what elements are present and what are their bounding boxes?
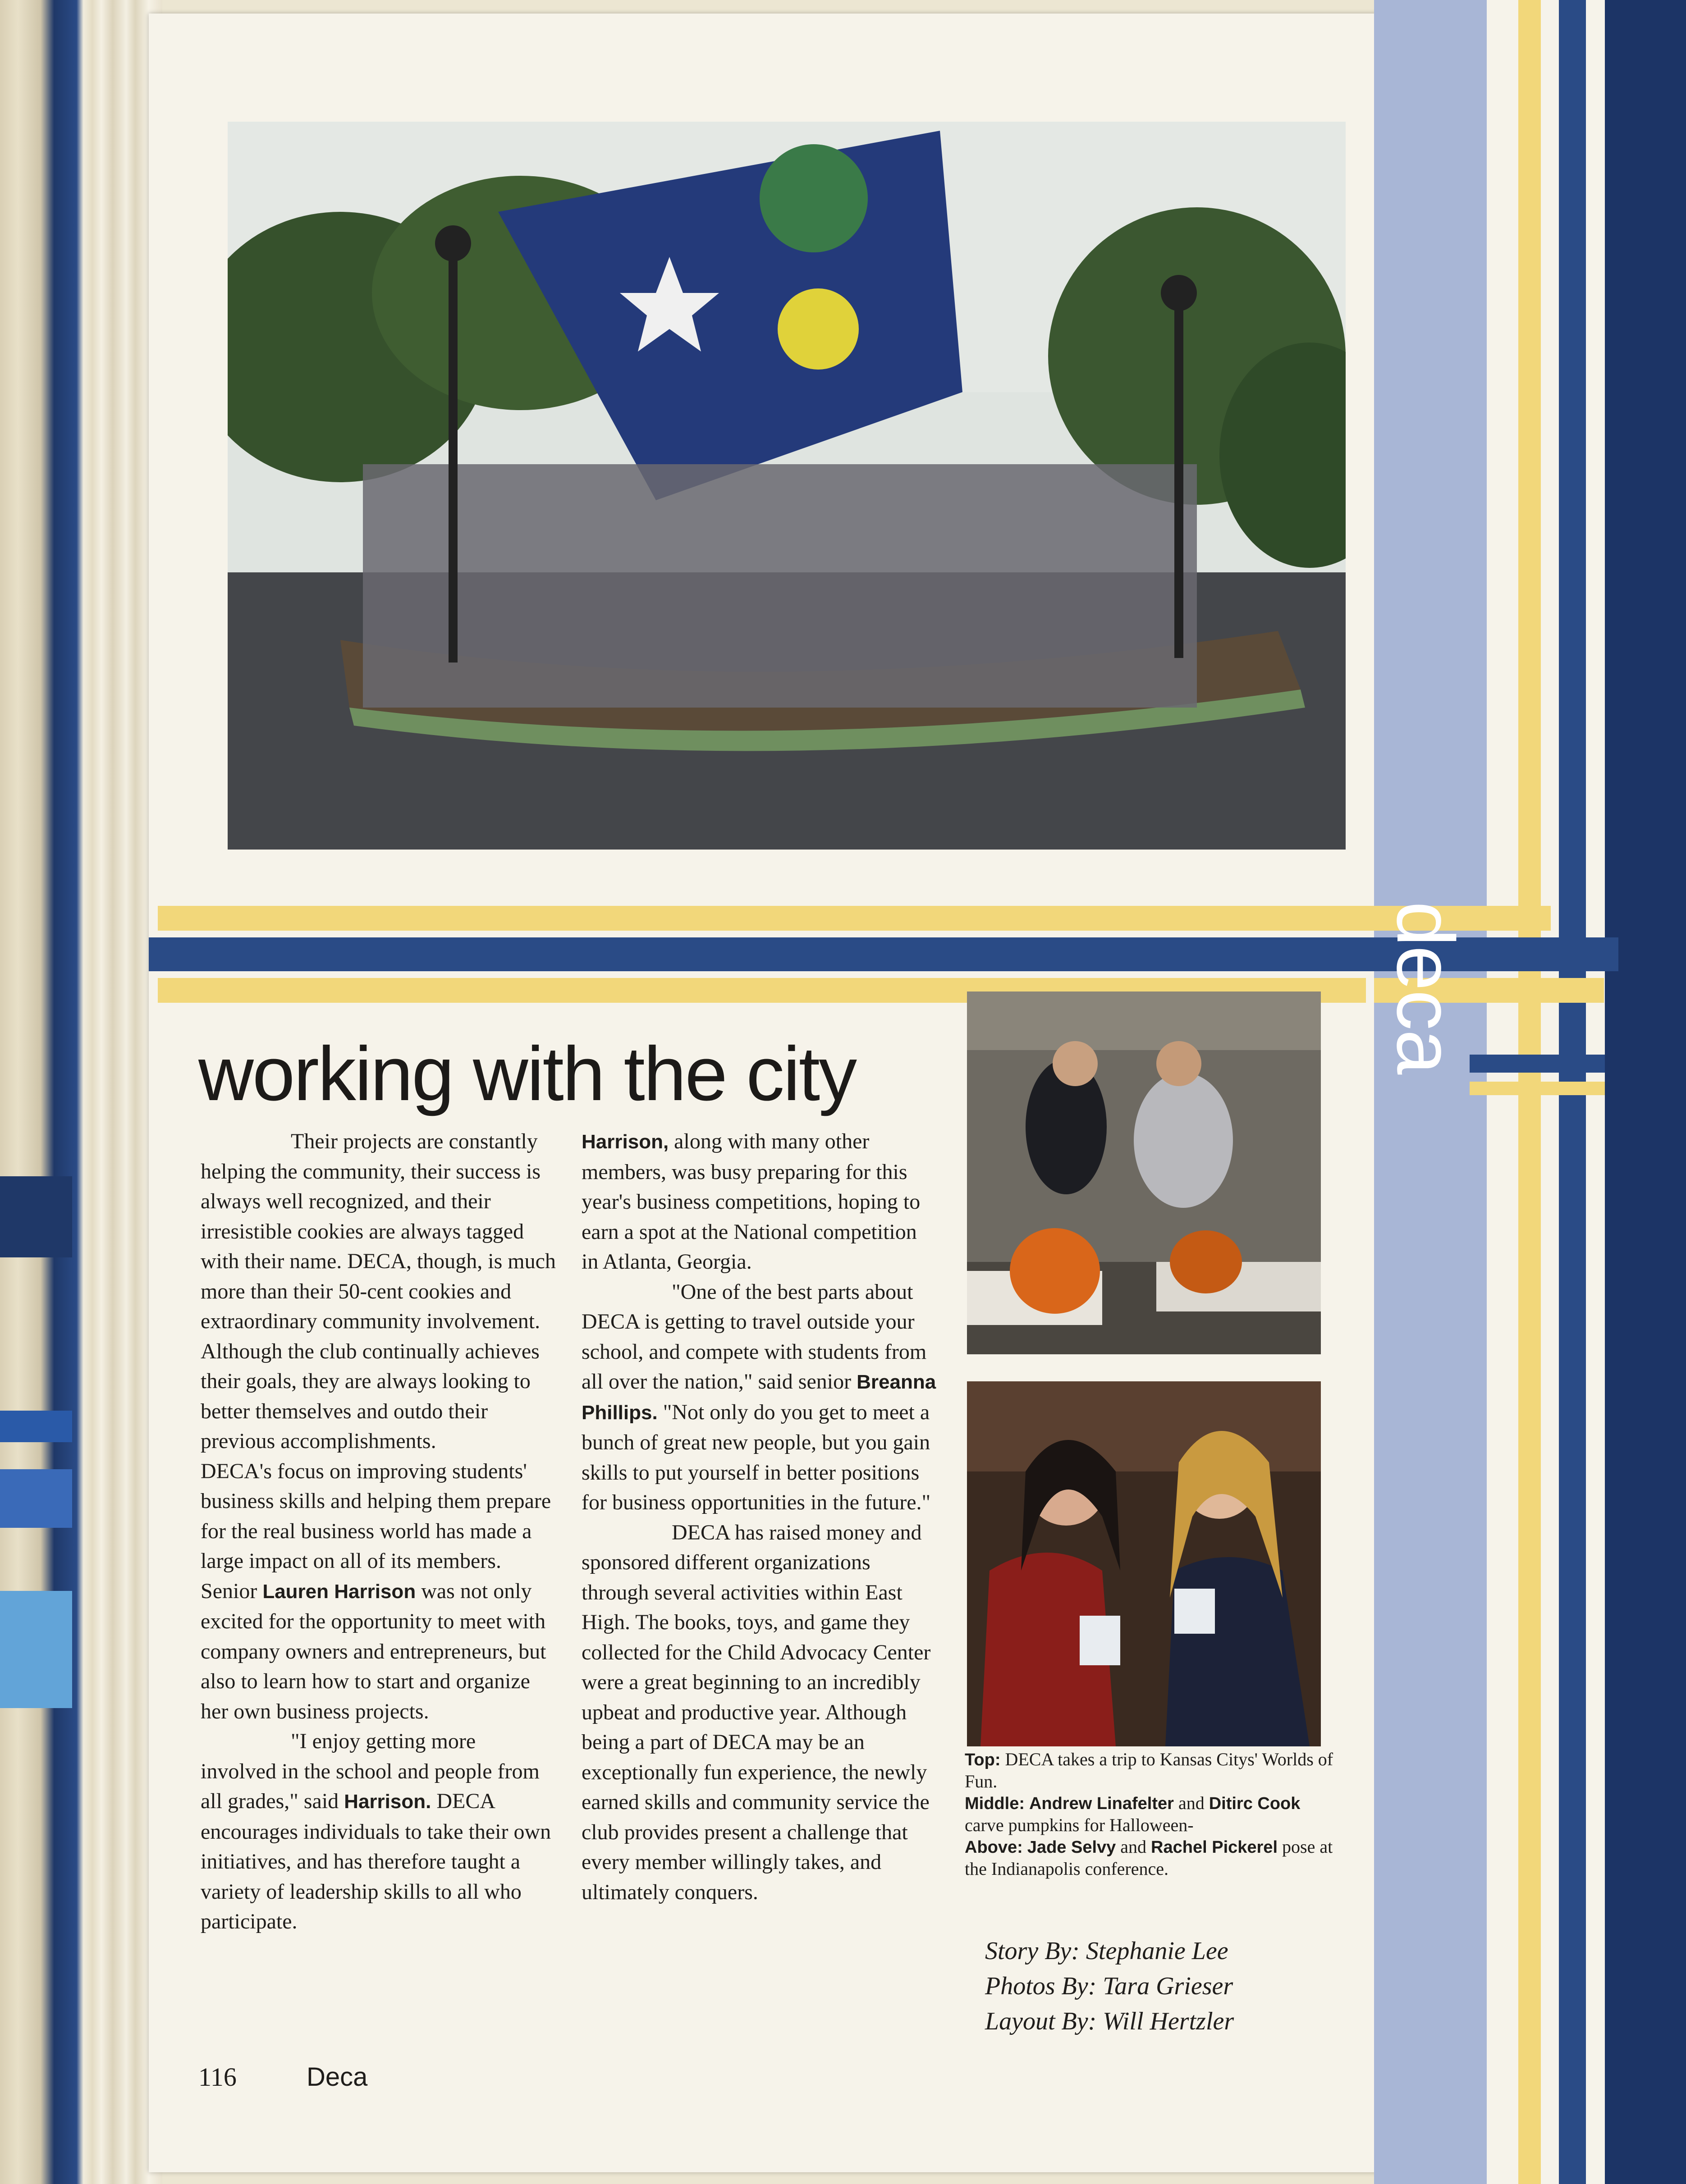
caption-name: Ditirc Cook (1209, 1794, 1301, 1813)
quote-text: "One of the best parts about DECA is getting to travel outside your school, and compete with students from all over the nation," said senior (582, 1279, 927, 1394)
student-name: Lauren Harrison (262, 1580, 416, 1603)
paragraph-text: was not only excited for the opportunity to meet with company owners and entrepreneurs, but also to learn how to start and organize her own business projects. (201, 1579, 546, 1723)
caption-name: Rachel Pickerel (1151, 1838, 1278, 1857)
student-name: Breanna Phillips. (582, 1371, 936, 1424)
stripe-navy-right (1470, 1055, 1605, 1073)
caption-top (965, 1749, 1343, 1792)
caption-name: Andrew Linafelter (1029, 1794, 1174, 1813)
caption-text: carve pumpkins for Halloween- (965, 1815, 1194, 1835)
quote-text: "I enjoy getting more involved in the school and people from all grades," said (201, 1729, 540, 1813)
paragraph-text: Their projects are constantly helping the community, their success is always well recognized, and their irresistible cookies are always tagged with their name. DECA, though, is much more than their 50-cent cookies and extraordinary community involvement. Although the club continually achieves their goals, they are always looking to better themselves and outdo their previous accomplishments. (201, 1129, 556, 1453)
caption-name: Jade Selvy (1027, 1838, 1116, 1857)
caption-label: Above: (965, 1838, 1023, 1857)
conference-photo (967, 1381, 1321, 1746)
section-footer: Deca (307, 2062, 368, 2092)
spine-stripe-navy (0, 1176, 72, 1257)
photo-caption (965, 1749, 1343, 1880)
paragraph (582, 1127, 938, 1277)
stripe-yellow-right-2 (1470, 1082, 1605, 1095)
paragraph-text: DECA's focus on improving students' business skills and helping them prepare for the real business world has made a large impact on all of its members. Senior (201, 1459, 551, 1603)
paragraph (582, 1518, 938, 1908)
student-name: Harrison, (582, 1131, 669, 1153)
spine-stripe-light-blue (0, 1591, 72, 1708)
layout-credit: Layout By: Will Hertzler (985, 2007, 1234, 2035)
book-binding (0, 0, 162, 2184)
body-column-2 (582, 1127, 938, 1907)
student-name: Harrison. (344, 1791, 431, 1813)
paragraph (201, 1727, 557, 1937)
paragraph-text: DECA has raised money and sponsored different organizations through several activities within East High. The books, toys, and game they collected for the Child Advocacy Center were a great beginning to an incredibly upbeat and productive year. Although being a part of DECA may be an exceptionally fun experience, the newly earned skills and community service the club provides present a challenge that every member willingly takes, and ultimately conquers. (582, 1520, 931, 1904)
page-number: 116 (198, 2062, 237, 2092)
pumpkin-photo (967, 991, 1321, 1354)
band-navy-dark (1605, 0, 1686, 2184)
spine-stripe-mid-blue (0, 1469, 72, 1528)
caption-text: and (1120, 1837, 1147, 1857)
paragraph-text: along with many other members, was busy preparing for this year's business competitions, hoping to earn a spot at the National competition in Atlanta, Georgia. (582, 1129, 921, 1274)
group-photo (228, 122, 1346, 850)
caption-middle (965, 1792, 1343, 1836)
body-column-1 (201, 1127, 557, 1937)
caption-above (965, 1836, 1343, 1880)
paragraph (582, 1277, 938, 1518)
caption-text: pose at the Indianapolis conference. (965, 1837, 1333, 1879)
paragraph (201, 1457, 557, 1727)
paragraph (201, 1127, 557, 1457)
paragraph-text: DECA encourages individuals to take their own initiatives, and has therefore taught a variety of leadership skills to all who participate. (201, 1789, 551, 1933)
spine-stripe-blue (0, 1411, 72, 1442)
caption-text: and (1178, 1793, 1205, 1813)
caption-label: Middle: (965, 1794, 1025, 1813)
page-title: working with the city (198, 1031, 856, 1117)
photos-credit: Photos By: Tara Grieser (985, 1972, 1233, 2000)
section-tab-label: deca (1380, 901, 1471, 1074)
caption-text: DECA takes a trip to Kansas Citys' Worlds of Fun. (965, 1749, 1333, 1791)
stripe-yellow-top (158, 906, 1551, 931)
quote-text: "Not only do you get to meet a bunch of great new people, but you gain skills to put yourself in better positions for business opportunities in the future." (582, 1400, 931, 1514)
story-credit: Story By: Stephanie Lee (985, 1937, 1228, 1965)
credits-block (985, 1933, 1234, 2039)
caption-label: Top: (965, 1750, 1001, 1769)
